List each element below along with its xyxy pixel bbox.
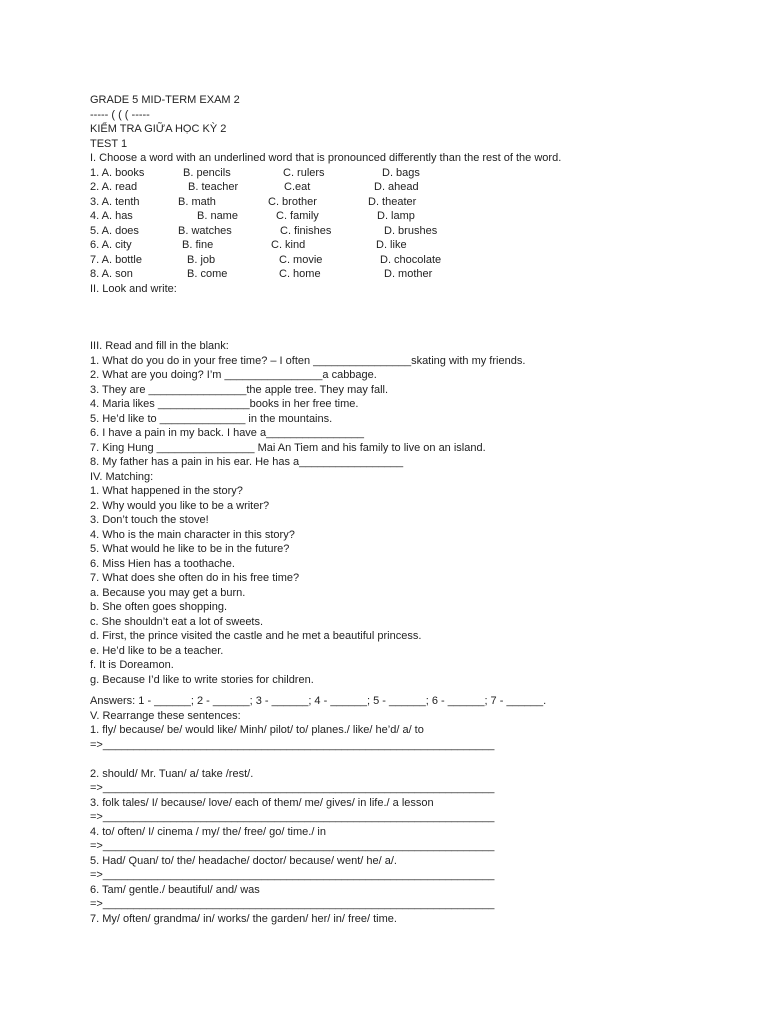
option-d: D. chocolate xyxy=(380,253,442,266)
question-row xyxy=(90,209,730,224)
exam-document xyxy=(90,93,730,926)
fill-blank-item: 2. What are you doing? I’m ________________a cabbage. xyxy=(90,369,377,381)
matching-answer: f. It is Doreamon. xyxy=(90,659,174,671)
option-b: B. teacher xyxy=(188,181,239,193)
option-c: C. family xyxy=(276,210,319,222)
question-row xyxy=(90,195,730,210)
exam-title-vietnamese: KIỂM TRA GIỮA HỌC KỲ 2 xyxy=(90,123,227,135)
question-row xyxy=(90,166,730,181)
option-a: 2. A. read xyxy=(90,181,138,193)
option-d: D. mother xyxy=(384,268,433,280)
rearrange-item: 5. Had/ Quan/ to/ the/ headache/ doctor/ because/ went/ he/ a/. xyxy=(90,854,397,867)
matching-answer: e. He’d like to be a teacher. xyxy=(90,644,224,657)
option-d: D. brushes xyxy=(384,224,438,237)
question-row xyxy=(90,253,730,268)
option-c: C. movie xyxy=(279,253,323,266)
matching-question: 3. Don’t touch the stove! xyxy=(90,514,209,526)
picture-area xyxy=(90,296,730,339)
option-c: C. kind xyxy=(271,239,306,251)
question-row xyxy=(90,267,730,282)
matching-question: 4. Who is the main character in this story? xyxy=(90,528,295,541)
section-5-heading: V. Rearrange these sentences: xyxy=(90,709,241,722)
matching-question: 5. What would he like to be in the future? xyxy=(90,543,290,555)
matching-answer: d. First, the prince visited the castle and he met a beautiful princess. xyxy=(90,630,422,642)
matching-question: 7. What does she often do in his free time? xyxy=(90,572,300,584)
answer-line[interactable]: =>________________________________________________________________ xyxy=(90,782,495,794)
option-b: B. come xyxy=(187,268,228,280)
option-a: 3. A. tenth xyxy=(90,195,140,208)
option-d: D. theater xyxy=(368,195,417,208)
answer-line[interactable]: =>________________________________________________________________ xyxy=(90,869,495,881)
option-c: C.eat xyxy=(284,181,311,193)
option-c: C. home xyxy=(279,268,321,280)
answer-line[interactable]: =>________________________________________________________________ xyxy=(90,898,495,910)
section-4-answers xyxy=(90,586,730,688)
fill-blank-item: 4. Maria likes _______________books in her free time. xyxy=(90,398,359,410)
answer-line[interactable]: =>________________________________________________________________ xyxy=(90,840,495,852)
section-3-items xyxy=(90,354,730,470)
option-c: C. finishes xyxy=(280,224,332,237)
option-c: C. brother xyxy=(268,195,317,208)
option-b: B. job xyxy=(187,253,216,266)
option-b: B. name xyxy=(197,210,238,222)
rearrange-item: 7. My/ often/ grandma/ in/ works/ the garden/ her/ in/ free/ time. xyxy=(90,912,397,925)
option-a: 6. A. city xyxy=(90,239,132,251)
answer-line[interactable]: =>________________________________________________________________ xyxy=(90,738,495,751)
option-a: 4. A. has xyxy=(90,210,133,222)
option-b: B. pencils xyxy=(183,166,231,179)
option-b: B. fine xyxy=(182,239,214,251)
section-4-heading: IV. Matching: xyxy=(90,470,154,483)
matching-question: 2. Why would you like to be a writer? xyxy=(90,499,270,512)
option-d: D. lamp xyxy=(377,210,415,222)
test-label: TEST 1 xyxy=(90,137,128,150)
fill-blank-item: 6. I have a pain in my back. I have a________________ xyxy=(90,427,364,439)
matching-answer: a. Because you may get a burn. xyxy=(90,586,246,599)
fill-blank-item: 8. My father has a pain in his ear. He has a_________________ xyxy=(90,456,404,468)
answer-line[interactable]: =>________________________________________________________________ xyxy=(90,811,495,823)
fill-blank-item: 5. He’d like to ______________ in the mountains. xyxy=(90,412,333,425)
rearrange-item: 1. fly/ because/ be/ would like/ Minh/ pilot/ to/ planes./ like/ he’d/ a/ to xyxy=(90,724,424,736)
fill-blank-item: 1. What do you do in your free time? – I often ________________skating with my friends. xyxy=(90,354,526,367)
fill-blank-item: 3. They are ________________the apple tree. They may fall. xyxy=(90,383,389,396)
section-1-heading: I. Choose a word with an underlined word that is pronounced differently than the rest of the word. xyxy=(90,152,562,164)
section-4-questions xyxy=(90,484,730,586)
matching-question: 6. Miss Hien has a toothache. xyxy=(90,557,235,570)
option-b: B. math xyxy=(178,195,216,208)
option-d: D. ahead xyxy=(374,181,419,193)
option-a: 8. A. son xyxy=(90,268,133,280)
section-3-heading: III. Read and fill in the blank: xyxy=(90,340,229,352)
fill-blank-item: 7. King Hung ________________ Mai An Tiem and his family to live on an island. xyxy=(90,441,486,454)
exam-title: GRADE 5 MID-TERM EXAM 2 xyxy=(90,94,240,106)
option-c: C. rulers xyxy=(283,166,325,179)
matching-answer-line: Answers: 1 - ______; 2 - ______; 3 - ______; 4 - ______; 5 - ______; 6 - ______; 7 - ______. xyxy=(90,695,547,707)
option-b: B. watches xyxy=(178,224,232,237)
option-a: 1. A. books xyxy=(90,166,145,179)
rearrange-item: 6. Tam/ gentle./ beautiful/ and/ was xyxy=(90,883,260,896)
question-row xyxy=(90,180,730,195)
section-5-items xyxy=(90,723,730,926)
rearrange-item: 4. to/ often/ I/ cinema / my/ the/ free/ go/ time./ in xyxy=(90,825,326,838)
section-1-questions xyxy=(90,166,730,282)
option-a: 7. A. bottle xyxy=(90,253,142,266)
matching-answer: c. She shouldn’t eat a lot of sweets. xyxy=(90,615,264,628)
matching-question: 1. What happened in the story? xyxy=(90,485,243,497)
option-a: 5. A. does xyxy=(90,224,139,237)
divider: ----- ( ( ( ----- xyxy=(90,108,150,121)
rearrange-item: 2. should/ Mr. Tuan/ a/ take /rest/. xyxy=(90,767,254,780)
rearrange-item: 3. folk tales/ I/ because/ love/ each of them/ me/ gives/ in life./ a lesson xyxy=(90,796,434,809)
section-2-heading: II. Look and write: xyxy=(90,282,177,295)
matching-answer: g. Because I’d like to write stories for children. xyxy=(90,673,314,686)
question-row xyxy=(90,238,730,253)
matching-answer: b. She often goes shopping. xyxy=(90,601,227,613)
option-d: D. bags xyxy=(382,166,420,179)
question-row xyxy=(90,224,730,239)
option-d: D. like xyxy=(376,239,407,251)
